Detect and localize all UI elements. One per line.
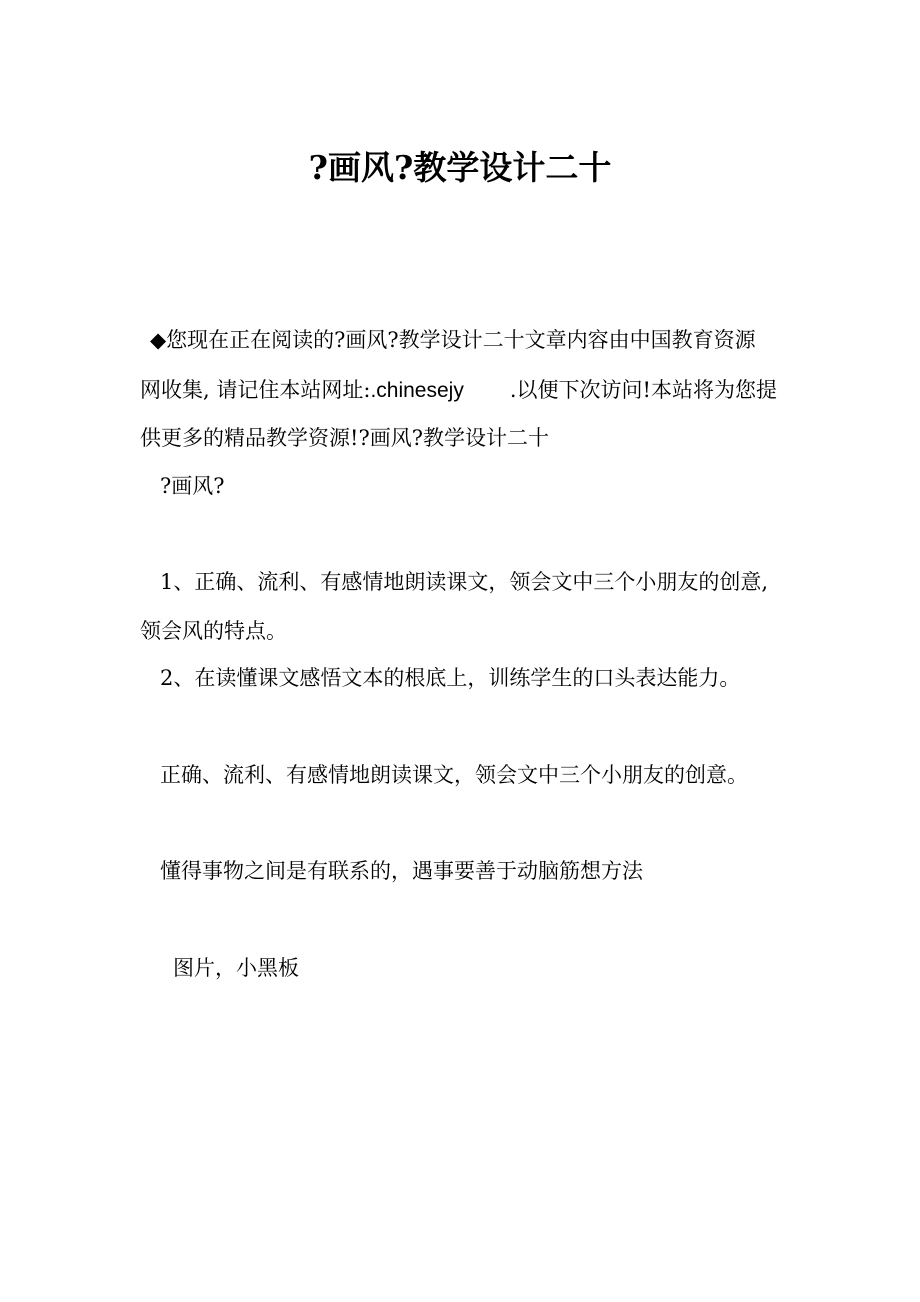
difficulty: 懂得事物之间是有联系的，遇事要善于动脑筋想方法	[160, 859, 643, 883]
goal-2: 2、在读懂课文感悟文本的根底上，训练学生的口头表达能力。	[160, 666, 741, 690]
intro-line-2-tail: .以便下次访问!本站将为您提	[509, 378, 777, 402]
document-title: ?画风?教学设计二十	[308, 148, 612, 187]
intro-line-2	[140, 375, 777, 406]
intro-line-3: 供更多的精品教学资源!?画风?教学设计二十	[140, 426, 549, 450]
teaching-materials: 图片，小黑板	[173, 956, 299, 980]
site-url: .chinesejy	[370, 379, 464, 402]
lesson-subtitle: ?画风?	[160, 474, 225, 498]
goal-1-line-1: 1、正确、流利、有感情地朗读课文，领会文中三个小朋友的创意,	[160, 570, 769, 594]
goal-1-line-2: 领会风的特点。	[140, 619, 287, 643]
intro-line-2-text: 网收集, 请记住本站网址:	[140, 378, 371, 402]
intro-line-1: ◆您现在正在阅读的?画风?教学设计二十文章内容由中国教育资源	[150, 328, 756, 352]
key-point: 正确、流利、有感情地朗读课文，领会文中三个小朋友的创意。	[160, 763, 748, 787]
